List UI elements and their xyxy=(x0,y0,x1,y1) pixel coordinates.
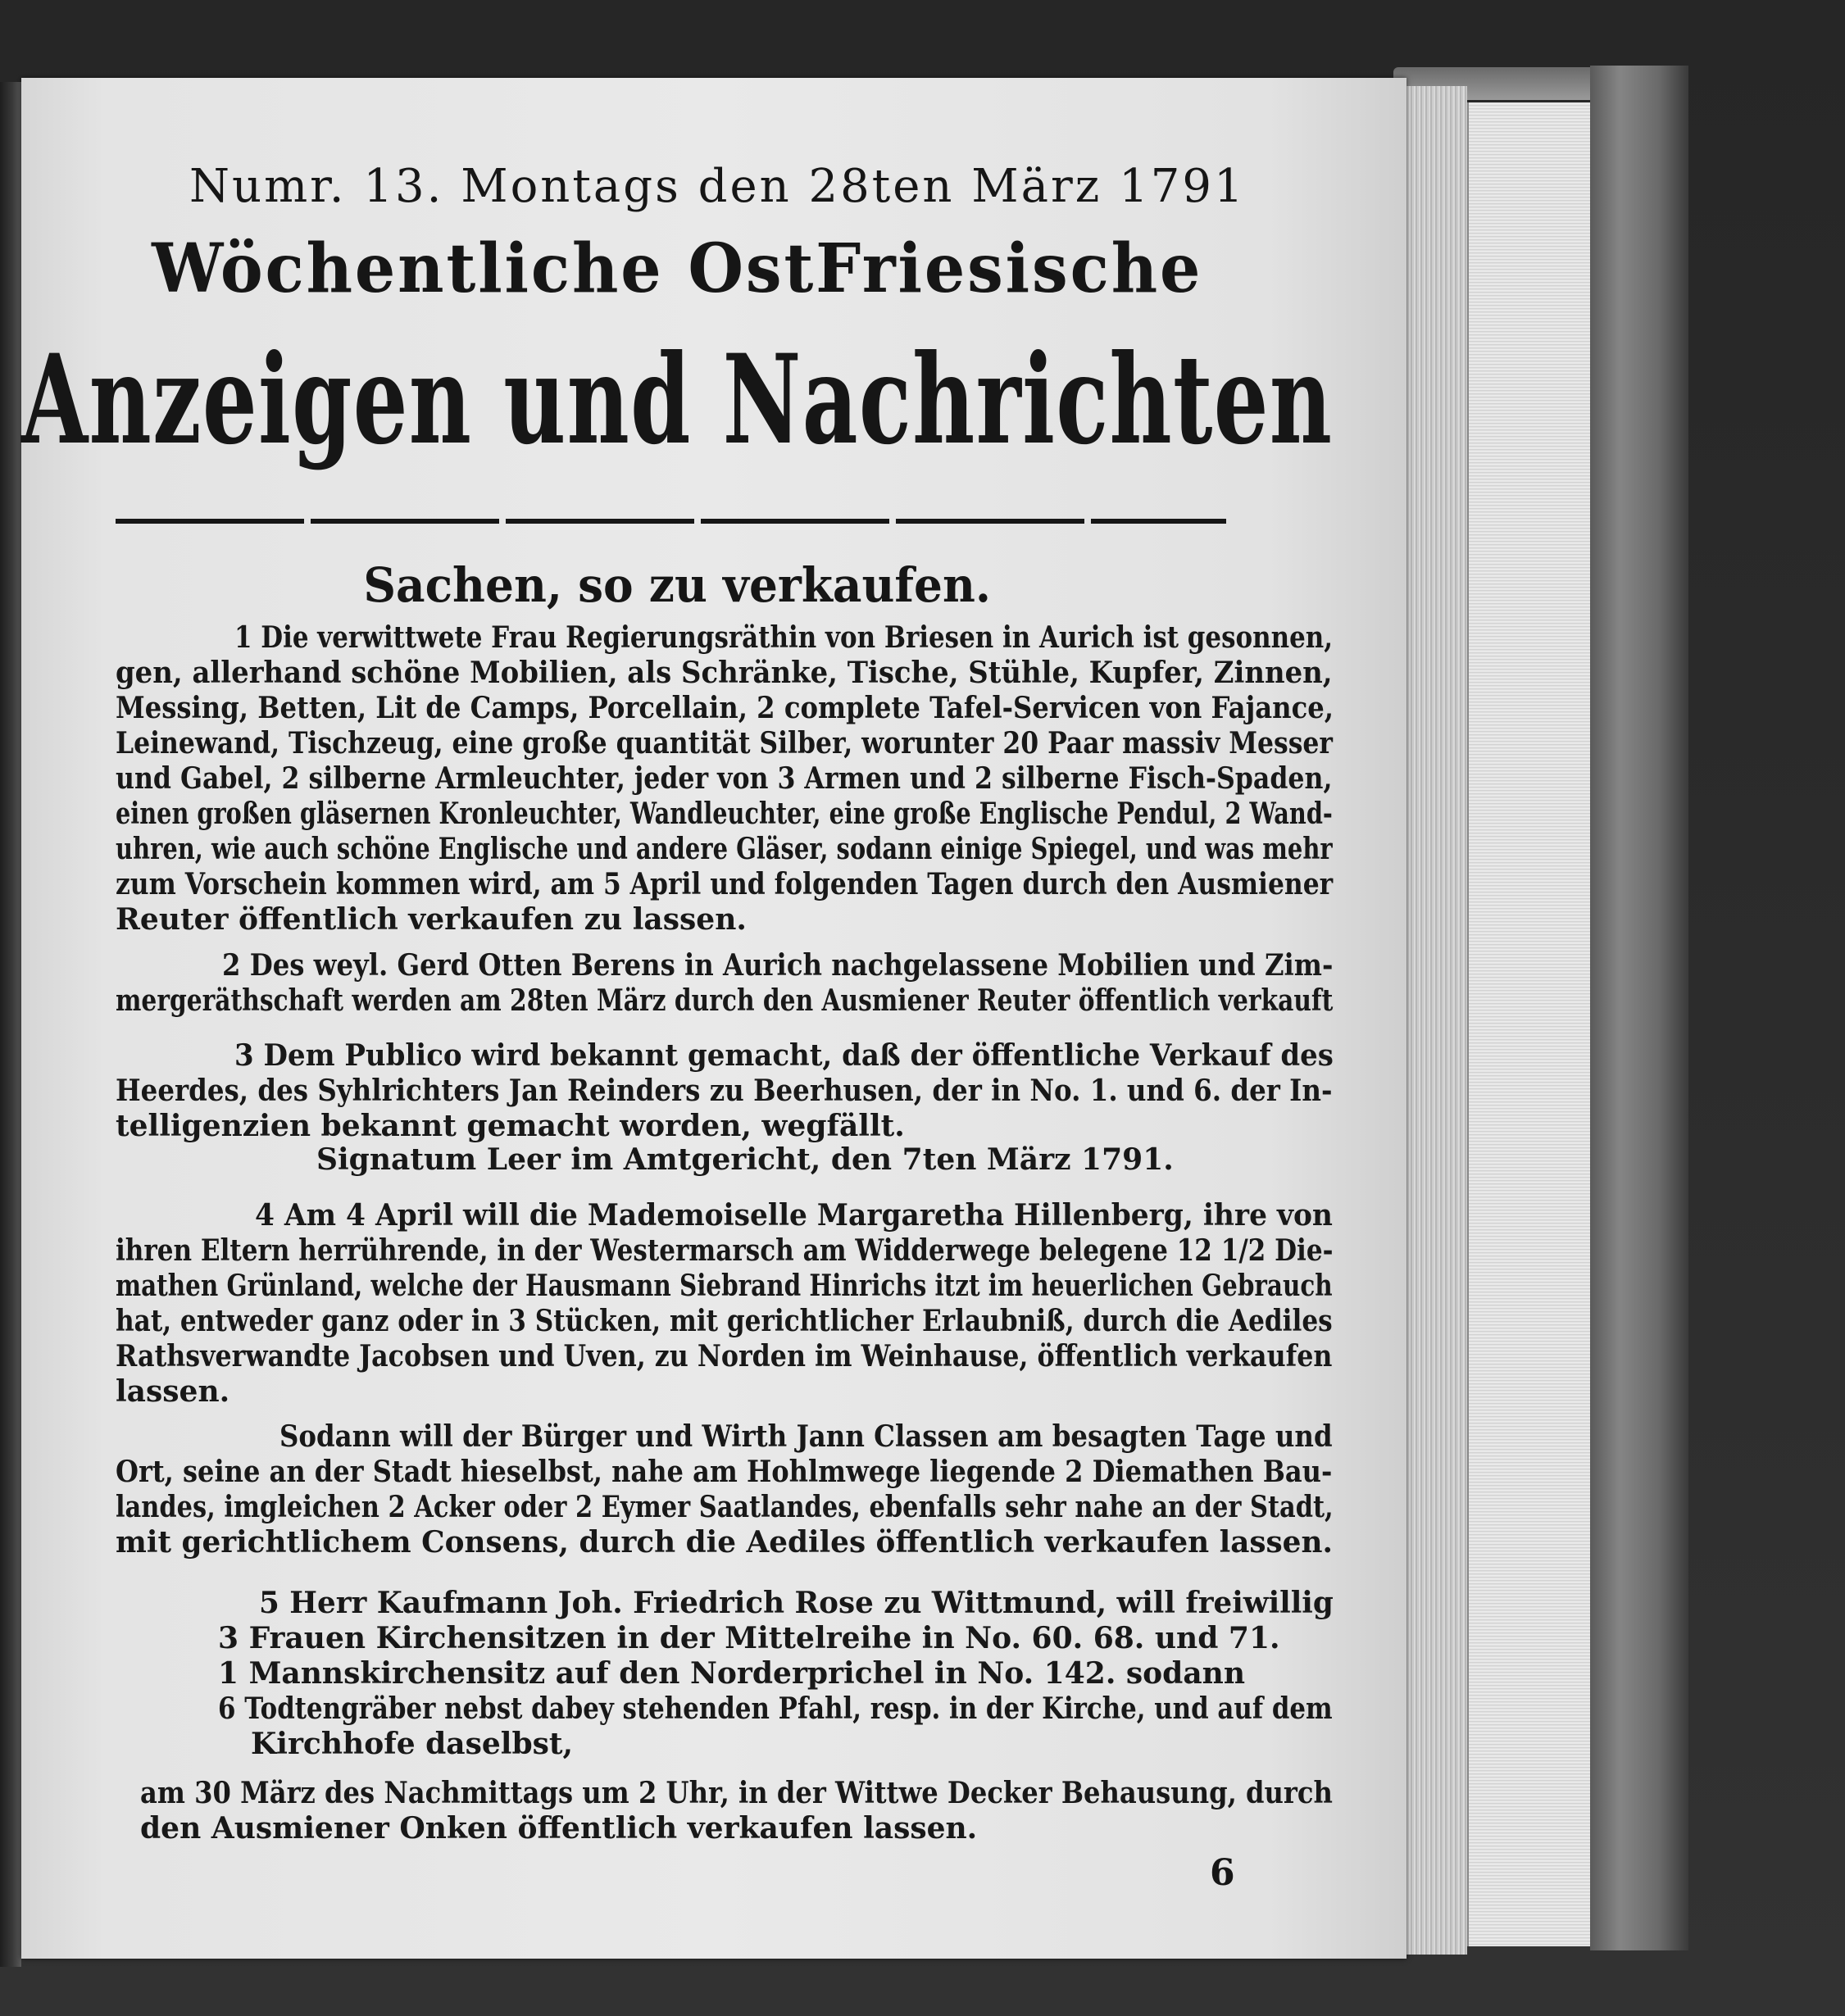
body-line: Rathsverwandte Jacobsen und Uven, zu Norden im Weinhause, öffentlich verkaufen xyxy=(116,1339,1333,1374)
body-line: 2 Des weyl. Gerd Otten Berens in Aurich nachgelassene Mobilien und Zim- xyxy=(222,948,1334,983)
text-block-edge xyxy=(1467,102,1592,1946)
body-line: 3 Frauen Kirchensitzen in der Mittelreihe in No. 60. 68. und 71. xyxy=(218,1621,1280,1655)
body-line: Leinewand, Tischzeug, eine große quantität Silber, worunter 20 Paar massiv Messer xyxy=(116,726,1333,761)
masthead-rule xyxy=(116,519,1226,524)
body-line: 1 Die verwittwete Frau Regierungsräthin von Briesen in Aurich ist gesonnen, xyxy=(234,620,1334,655)
body-line: lassen. xyxy=(116,1374,230,1409)
page-content xyxy=(21,78,1406,1959)
body-line: einen großen gläsernen Kronleuchter, Wandleuchter, eine große Englische Pendul, 2 Wand- xyxy=(116,797,1333,831)
body-line: Sodann will der Bürger und Wirth Jann Classen am besagten Tage und xyxy=(279,1419,1333,1454)
body-line: am 30 März des Nachmittags um 2 Uhr, in der Wittwe Decker Behausung, durch xyxy=(140,1776,1333,1810)
body-line: gen, allerhand schöne Mobilien, als Schränke, Tische, Stühle, Kupfer, Zinnen, xyxy=(116,656,1333,690)
body-line: uhren, wie auch schöne Englische und andere Gläser, sodann einige Spiegel, und was mehr xyxy=(116,832,1333,866)
body-line: hat, entweder ganz oder in 3 Stücken, mit gerichtlicher Erlaubniß, durch die Aediles xyxy=(116,1304,1333,1338)
body-line: 1 Mannskirchensitz auf den Norderprichel in No. 142. sodann xyxy=(218,1656,1246,1691)
body-line: landes, imgleichen 2 Acker oder 2 Eymer Saatlandes, ebenfalls sehr nahe an der Stadt, xyxy=(116,1490,1334,1524)
facing-page-edge xyxy=(0,82,21,1967)
body-line: mathen Grünland, welche der Hausmann Siebrand Hinrichs itzt im heuerlichen Gebrauch xyxy=(116,1269,1333,1303)
body-line: telligenzien bekannt gemacht worden, wegfällt. xyxy=(116,1109,905,1143)
body-line: zum Vorschein kommen wird, am 5 April und folgenden Tagen durch den Ausmiener xyxy=(116,867,1334,901)
body-line: 3 Dem Publico wird bekannt gemacht, daß der öffentliche Verkauf des xyxy=(234,1038,1334,1073)
body-line: mit gerichtlichem Consens, durch die Aediles öffentlich verkaufen lassen. xyxy=(116,1525,1333,1560)
body-line: Messing, Betten, Lit de Camps, Porcellain, 2 complete Tafel-Servicen von Fajance, xyxy=(116,691,1334,725)
masthead-line-1: Wöchentliche OstFriesische xyxy=(152,229,1203,308)
body-line: 5 Herr Kaufmann Joh. Friedrich Rose zu Wittmund, will freiwillig xyxy=(259,1586,1334,1620)
body-line: Ort, seine an der Stadt hieselbst, nahe am Hohlmwege liegende 2 Diemathen Bau- xyxy=(116,1455,1333,1489)
masthead-line-2: Anzeigen und Nachrichten xyxy=(21,328,1334,472)
body-line: den Ausmiener Onken öffentlich verkaufen lassen. xyxy=(140,1811,978,1846)
page-number: 6 xyxy=(1210,1852,1235,1894)
body-line: und Gabel, 2 silberne Armleuchter, jeder von 3 Armen und 2 silberne Fisch-Spaden, xyxy=(116,761,1333,796)
book-spine xyxy=(1590,66,1688,1950)
body-line: mergeräthschaft werden am 28ten März durch den Ausmiener Reuter öffentlich verkauft xyxy=(116,983,1334,1018)
issue-headline: Numr. 13. Montags den 28ten März 1791 xyxy=(189,160,1246,213)
section-title: Sachen, so zu verkaufen. xyxy=(363,557,992,613)
body-line: ihren Eltern herrührende, in der Westermarsch am Widderwege belegene 12 1/2 Die- xyxy=(116,1233,1334,1268)
body-line: Kirchhofe daselbst, xyxy=(251,1727,574,1761)
body-line: Reuter öffentlich verkaufen zu lassen. xyxy=(116,902,747,937)
body-line: 4 Am 4 April will die Mademoiselle Margaretha Hillenberg, ihre von xyxy=(255,1198,1333,1233)
body-line: Signatum Leer im Amtgericht, den 7ten März 1791. xyxy=(316,1142,1174,1177)
body-line: 6 Todtengräber nebst dabey stehenden Pfahl, resp. in der Kirche, und auf dem xyxy=(218,1691,1333,1726)
body-line: Heerdes, des Syhlrichters Jan Reinders zu Beerhusen, der in No. 1. und 6. der In- xyxy=(116,1074,1333,1108)
